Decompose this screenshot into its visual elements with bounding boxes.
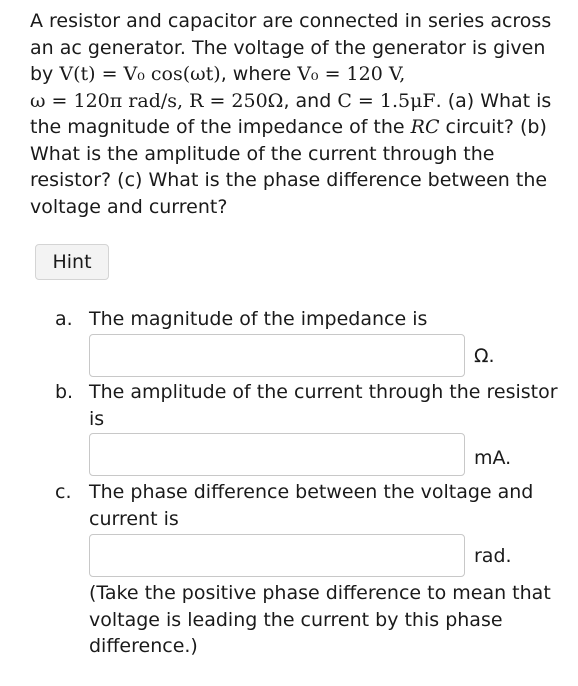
capacitance-equation: C = 1.5μF	[337, 89, 436, 112]
part-a-marker: a.	[55, 308, 73, 330]
phase-unit: rad.	[474, 545, 512, 567]
part-a-prompt: The magnitude of the impedance is	[89, 308, 428, 330]
comma-separator: ,	[177, 89, 190, 112]
and-text: , and	[283, 89, 338, 112]
current-amplitude-answer-input[interactable]	[89, 433, 465, 476]
phase-sign-note: (Take the positive phase difference to mean that voltage is leading the current by this phase difference.)	[89, 582, 551, 657]
part-c-marker: c.	[55, 481, 72, 503]
resistance-equation: R = 250Ω	[189, 89, 284, 112]
problem-intro: A resistor and capacitor are connected in series across an ac generator. The voltage of the generator is given by	[30, 10, 552, 85]
hint-button[interactable]: Hint	[35, 244, 109, 280]
part-c-prompt: The phase difference between the voltage and current is	[89, 481, 534, 530]
impedance-unit: Ω.	[474, 345, 495, 367]
question-a-text: . (a) What is the magnitude of the impedance of the	[30, 89, 552, 138]
voltage-equation: V(t) = V₀ cos(ωt)	[59, 63, 221, 85]
questions-text: circuit? (b) What is the amplitude of the current through the resistor? (c) What is the phase difference between the voltage and current?	[30, 116, 548, 218]
rc-label-text: RC	[410, 116, 440, 138]
rc-label	[411, 116, 440, 138]
amplitude-equation: V₀ = 120 V	[297, 63, 400, 85]
part-b-marker: b.	[55, 381, 74, 403]
current-unit: mA.	[474, 447, 512, 469]
problem-statement	[30, 8, 560, 220]
part-b-prompt: The amplitude of the current through the resistor is	[89, 381, 558, 430]
angular-frequency-equation: ω = 120π rad/s	[30, 89, 178, 112]
impedance-answer-input[interactable]	[89, 334, 465, 377]
comma-separator: ,	[399, 63, 406, 85]
where-text: , where	[220, 63, 298, 85]
phase-difference-answer-input[interactable]	[89, 534, 465, 577]
